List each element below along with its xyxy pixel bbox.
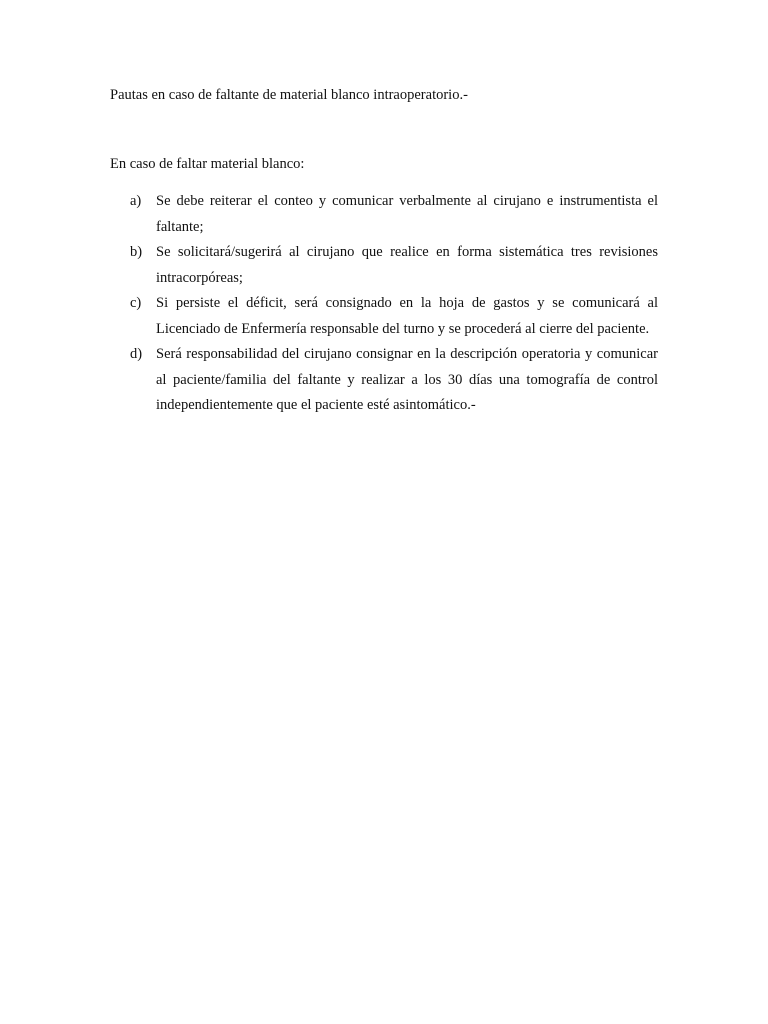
list-item-a [130, 189, 658, 240]
document-title: Pautas en caso de faltante de material blanco intraoperatorio.- [110, 87, 468, 103]
list-item-text: Se debe reiterar el conteo y comunicar verbalmente al cirujano e instrumentista el faltante; [156, 193, 658, 235]
list-item-text: Si persiste el déficit, será consignado en la hoja de gastos y se comunicará al Licenciado de Enfermería responsable del turno y se procederá al cierre del paciente. [156, 295, 658, 337]
list-marker: d) [130, 346, 143, 362]
instructions-list [130, 189, 658, 419]
list-marker: c) [130, 295, 142, 311]
list-item-b [130, 240, 658, 291]
intro-paragraph: En caso de faltar material blanco: [110, 156, 305, 172]
list-item-d [130, 342, 658, 419]
list-marker: a) [130, 193, 142, 209]
list-item-text: Será responsabilidad del cirujano consignar en la descripción operatoria y comunicar al paciente/familia del faltante y realizar a los 30 días una tomografía de control independientemente que el paciente esté asintomático.- [156, 346, 658, 413]
list-marker: b) [130, 244, 143, 260]
list-item-c [130, 291, 658, 342]
list-item-text: Se solicitará/sugerirá al cirujano que realice en forma sistemática tres revisiones intracorpóreas; [156, 244, 658, 286]
